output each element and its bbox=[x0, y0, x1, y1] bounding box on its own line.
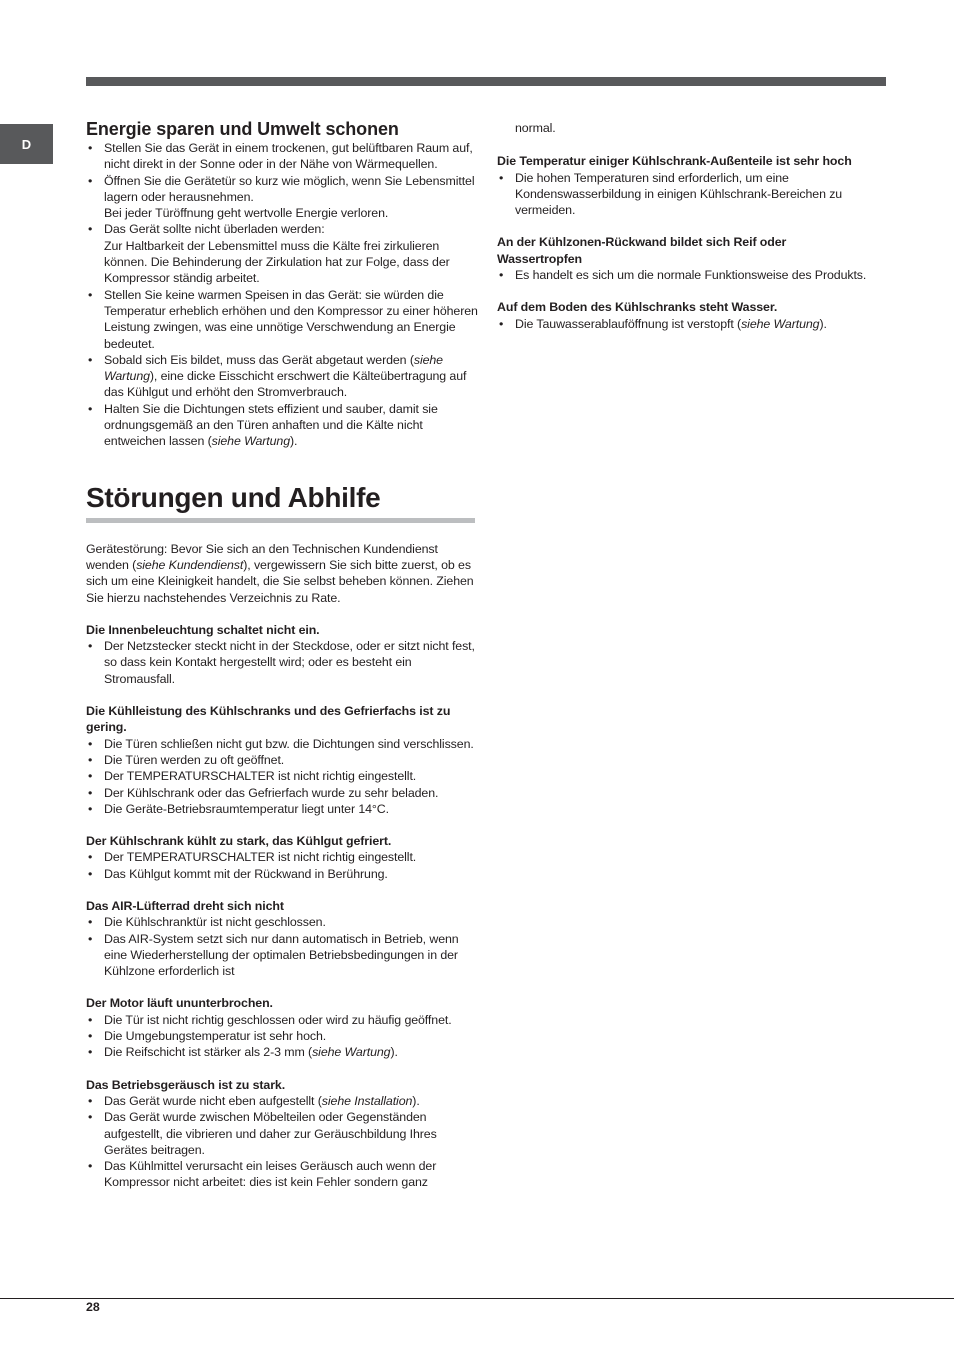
page-number: 28 bbox=[86, 1300, 100, 1314]
problem-heading: Die Temperatur einiger Kühlschrank-Außenteile ist sehr hoch bbox=[497, 154, 852, 169]
cause-list bbox=[86, 736, 478, 817]
top-rule bbox=[86, 77, 886, 86]
list-item: • Das Gerät wurde zwischen Möbelteilen oder Gegenständen aufgestellt, die vibrieren und daher zur Geräuschbildung Ihres Gerätes beitragen. bbox=[86, 1109, 478, 1158]
cross-reference: siehe Wartung bbox=[211, 434, 290, 449]
list-item: • Der TEMPERATURSCHALTER ist nicht richtig eingestellt. bbox=[86, 849, 478, 865]
problem-heading: Die Kühlleistung des Kühlschranks und des Gefrierfachs ist zu gering. bbox=[86, 704, 451, 735]
cause-list bbox=[497, 316, 872, 332]
cause-list bbox=[86, 1012, 478, 1061]
list-item: • Das Kühlgut kommt mit der Rückwand in Berührung. bbox=[86, 866, 478, 882]
problem-heading: Das AIR-Lüfterrad dreht sich nicht bbox=[86, 898, 284, 913]
cross-reference: siehe Wartung bbox=[741, 316, 820, 331]
footer-rule bbox=[0, 1298, 954, 1299]
list-item: • Öffnen Sie die Gerätetür so kurz wie möglich, wenn Sie Lebensmittel lagern oder herausnehmen. Bei jeder Türöffnung geht wertvolle Energie verloren. bbox=[86, 173, 478, 222]
list-item: • Der Netzstecker steckt nicht in der Steckdose, oder er sitzt nicht fest, so dass kein Kontakt hergestellt wird; oder es besteht ein Stromausfall. bbox=[86, 638, 478, 687]
cross-reference: siehe Installation bbox=[321, 1093, 413, 1108]
problem-heading: Der Motor läuft ununterbrochen. bbox=[86, 996, 273, 1011]
cause-list bbox=[86, 1093, 478, 1191]
right-column bbox=[497, 120, 872, 332]
cross-reference: siehe Wartung bbox=[312, 1045, 391, 1060]
problem-heading: Das Betriebsgeräusch ist zu stark. bbox=[86, 1077, 286, 1092]
continued-text: normal. bbox=[515, 121, 556, 135]
list-item: • Das Gerät wurde nicht eben aufgestellt (siehe Installation). bbox=[86, 1093, 478, 1109]
language-tab bbox=[0, 124, 53, 164]
list-item: • Stellen Sie das Gerät in einem trockenen, gut belüftbaren Raum auf, nicht direkt in der Sonne oder in der Nähe von Wärmequellen. bbox=[86, 140, 478, 173]
intro-paragraph: Gerätestörung: Bevor Sie sich an den Technischen Kundendienst wenden (siehe Kundendienst), vergewissern Sie sich bitte zuerst, ob es sich um eine Kleinigkeit handelt, die Sie selbst beheben können. Ziehen Sie hierzu nachstehendes Verzeichnis zu Rate. bbox=[86, 541, 474, 605]
cause-list bbox=[497, 170, 872, 219]
list-item: • Die hohen Temperaturen sind erforderlich, um eine Kondenswasserbildung in einigen Kühlschrank-Bereichen zu vermeiden. bbox=[497, 170, 872, 219]
list-item: • Der Kühlschrank oder das Gefrierfach wurde zu sehr beladen. bbox=[86, 785, 478, 801]
cause-list bbox=[497, 267, 872, 283]
list-item: • Das AIR-System setzt sich nur dann automatisch in Betrieb, wenn eine Wiederherstellung der optimalen Betriebsbedingungen in der Kühlzone erforderlich ist bbox=[86, 931, 478, 980]
list-item: • Halten Sie die Dichtungen stets effizient und sauber, damit sie ordnungsgemäß an den Türen anhaften und die Kälte nicht entweichen lassen (siehe Wartung). bbox=[86, 401, 478, 450]
list-item: • Es handelt es sich um die normale Funktionsweise des Produkts. bbox=[497, 267, 872, 283]
cause-list bbox=[86, 914, 478, 979]
list-item: • Der TEMPERATURSCHALTER ist nicht richtig eingestellt. bbox=[86, 768, 478, 784]
list-item: • Die Tür ist nicht richtig geschlossen oder wird zu häufig geöffnet. bbox=[86, 1012, 478, 1028]
list-item: • Die Türen werden zu oft geöffnet. bbox=[86, 752, 478, 768]
left-column bbox=[86, 118, 478, 1191]
language-code: D bbox=[21, 136, 32, 152]
list-item: • Das Gerät sollte nicht überladen werden: Zur Haltbarkeit der Lebensmittel muss die Kälte frei zirkulieren können. Die Behinderung der Zirkulation hat zur Folge, dass der Kompressor ständig arbeitet. bbox=[86, 221, 478, 286]
list-item: • Die Kühlschranktür ist nicht geschlossen. bbox=[86, 914, 478, 930]
problem-heading: Die Innenbeleuchtung schaltet nicht ein. bbox=[86, 622, 320, 637]
cause-list bbox=[86, 638, 478, 687]
list-item: • Die Geräte-Betriebsraumtemperatur liegt unter 14°C. bbox=[86, 801, 478, 817]
cross-reference: siehe Kundendienst bbox=[136, 557, 244, 572]
problem-heading: Auf dem Boden des Kühlschranks steht Wasser. bbox=[497, 300, 778, 315]
list-item: • Stellen Sie keine warmen Speisen in das Gerät: sie würden die Temperatur erheblich erhöhen und den Kompressor zu einer höheren Leistung zwingen, was eine unnötige Verschwendung an Energie bedeutet. bbox=[86, 287, 478, 352]
troubleshooting-title: Störungen und Abhilfe bbox=[86, 482, 475, 523]
problem-heading: An der Kühlzonen-Rückwand bildet sich Reif oder Wassertropfen bbox=[497, 235, 787, 266]
list-item: • Das Kühlmittel verursacht ein leises Geräusch auch wenn der Kompressor nicht arbeitet: dies ist kein Fehler sondern ganz bbox=[86, 1158, 478, 1191]
list-item: • Die Reifschicht ist stärker als 2-3 mm (siehe Wartung). bbox=[86, 1044, 478, 1060]
list-item: • Sobald sich Eis bildet, muss das Gerät abgetaut werden (siehe Wartung), eine dicke Eisschicht erschwert die Kälteübertragung auf das Kühlgut und erhöht den Stromverbrauch. bbox=[86, 352, 478, 401]
energy-heading: Energie sparen und Umwelt schonen bbox=[86, 119, 399, 139]
cross-reference: siehe Wartung bbox=[104, 352, 443, 384]
problem-heading: Der Kühlschrank kühlt zu stark, das Kühlgut gefriert. bbox=[86, 834, 392, 849]
energy-list bbox=[86, 140, 478, 450]
cause-list bbox=[86, 849, 478, 882]
list-item: • Die Umgebungstemperatur ist sehr hoch. bbox=[86, 1028, 478, 1044]
list-item: • Die Türen schließen nicht gut bzw. die Dichtungen sind verschlissen. bbox=[86, 736, 478, 752]
list-item: • Die Tauwasserablauföffnung ist verstopft (siehe Wartung). bbox=[497, 316, 872, 332]
